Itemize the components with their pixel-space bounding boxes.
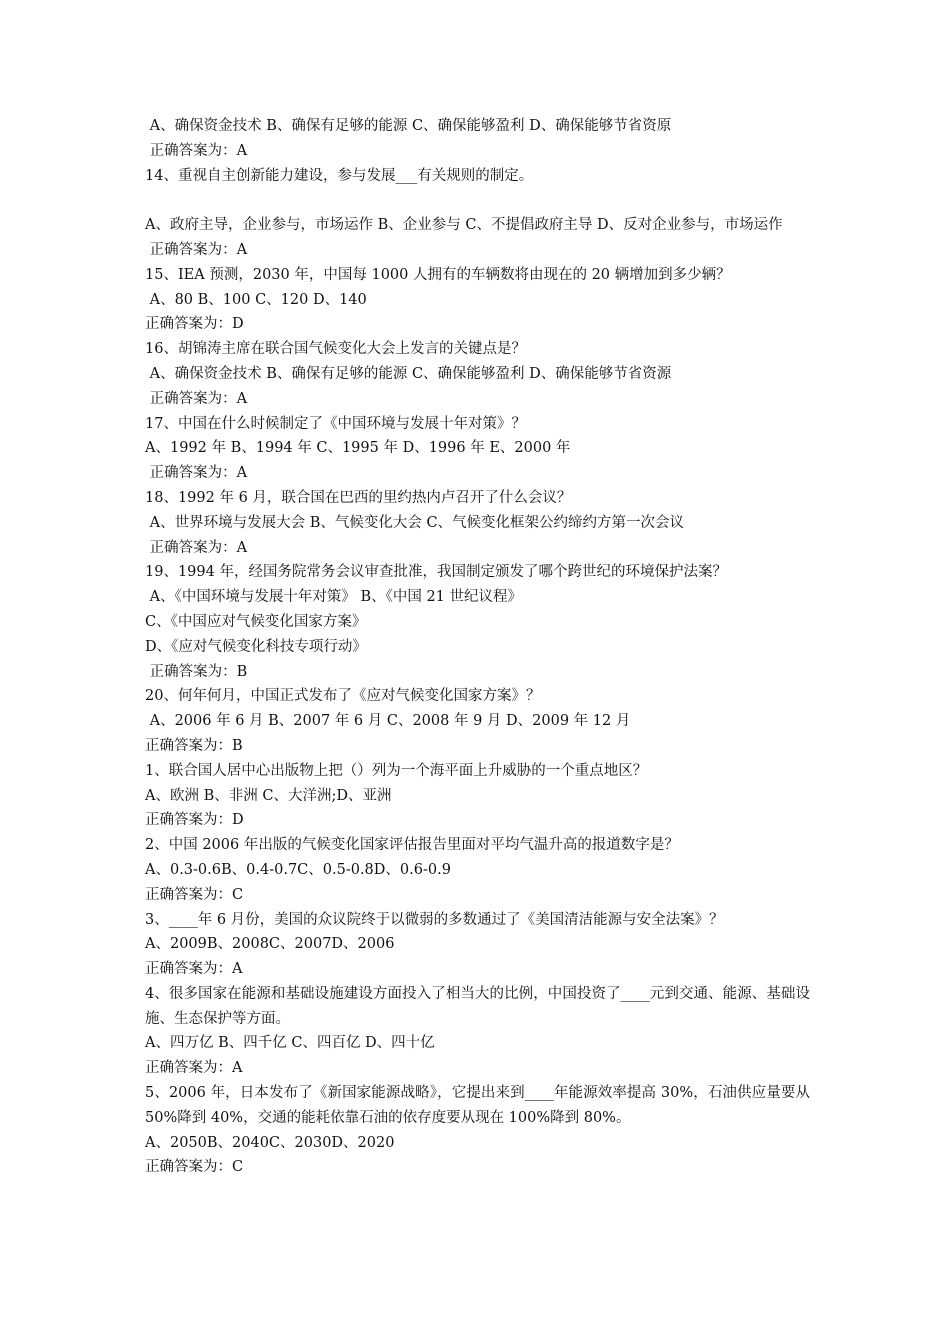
option-line: A、欧洲 B、非洲 C、大洋洲;D、亚洲 bbox=[145, 787, 392, 804]
option-line: A、0.3-0.6B、0.4-0.7C、0.5-0.8D、0.6-0.9 bbox=[145, 861, 451, 878]
option-line: A、确保资金技术 B、确保有足够的能源 C、确保能够盈利 D、确保能够节省资源 bbox=[145, 365, 672, 382]
question-line: 20、何年何月，中国正式发布了《应对气候变化国家方案》？ bbox=[145, 688, 541, 705]
option-line: A、2050B、2040C、2030D、2020 bbox=[145, 1134, 395, 1151]
option-line: A、2006 年 6 月 B、2007 年 6 月 C、2008 年 9 月 D、2009 年 12 月 bbox=[145, 713, 631, 730]
blank-line bbox=[145, 188, 810, 213]
question-line: 2、中国 2006 年出版的气候变化国家评估报告里面对平均气温升高的报道数字是？ bbox=[145, 837, 679, 854]
question-line: 15、IEA 预测，2030 年，中国每 1000 人拥有的车辆数将由现在的 20 辆增加到多少辆？ bbox=[145, 266, 731, 283]
answer-line: 正确答案为：C bbox=[145, 1159, 244, 1176]
option-line: A、四万亿 B、四千亿 C、四百亿 D、四十亿 bbox=[145, 1035, 435, 1052]
question-line: 18、1992 年 6 月，联合国在巴西的里约热内卢召开了什么会议？ bbox=[145, 489, 572, 506]
answer-line: 正确答案为：B bbox=[145, 663, 248, 680]
answer-line: 正确答案为：D bbox=[145, 316, 244, 333]
answer-line: 正确答案为：C bbox=[145, 886, 244, 903]
answer-line: 正确答案为：A bbox=[145, 961, 243, 978]
answer-line: 正确答案为：D bbox=[145, 812, 244, 829]
option-line: A、2009B、2008C、2007D、2006 bbox=[145, 936, 395, 953]
question-line: 3、____年 6 月份，美国的众议院终于以微弱的多数通过了《美国清洁能源与安全法案》？ bbox=[145, 911, 724, 928]
question-line: 19、1994 年，经国务院常务会议审查批准，我国制定颁发了哪个跨世纪的环境保护法案？ bbox=[145, 564, 727, 581]
answer-line: 正确答案为：A bbox=[145, 142, 248, 159]
answer-line: 正确答案为：A bbox=[145, 465, 248, 482]
question-line: 4、很多国家在能源和基础设施建设方面投入了相当大的比例，中国投资了____元到交通、能源、基础设施、生态保护等方面。 bbox=[145, 985, 810, 1027]
option-line: C、《中国应对气候变化国家方案》 bbox=[145, 613, 367, 630]
question-line: 5、2006 年，日本发布了《新国家能源战略》，它提出来到____年能源效率提高 30%，石油供应量要从 50%降到 40%，交通的能耗依靠石油的依存度要从现在 100%降到 80%。 bbox=[145, 1085, 810, 1126]
question-line: 14、重视自主创新能力建设，参与发展___有关规则的制定。 bbox=[145, 167, 534, 184]
option-line: A、《中国环境与发展十年对策》 B、《中国 21 世纪议程》 bbox=[145, 589, 523, 606]
answer-line: 正确答案为：A bbox=[145, 539, 248, 556]
answer-line: 正确答案为：A bbox=[145, 1060, 243, 1077]
answer-line: 正确答案为：B bbox=[145, 737, 243, 754]
option-line: A、政府主导，企业参与，市场运作 B、企业参与 C、不提倡政府主导 D、反对企业参与，市场运作 bbox=[145, 217, 783, 234]
option-line: A、1992 年 B、1994 年 C、1995 年 D、1996 年 E、2000 年 bbox=[145, 440, 571, 457]
question-line: 16、胡锦涛主席在联合国气候变化大会上发言的关键点是？ bbox=[145, 341, 526, 358]
option-line: A、80 B、100 C、120 D、140 bbox=[145, 291, 367, 308]
answer-line: 正确答案为：A bbox=[145, 390, 248, 407]
option-line: A、世界环境与发展大会 B、气候变化大会 C、气候变化框架公约缔约方第一次会议 bbox=[145, 514, 685, 531]
question-line: 1、联合国人居中心出版物上把（）列为一个海平面上升威胁的一个重点地区？ bbox=[145, 762, 648, 779]
option-line: D、《应对气候变化科技专项行动》 bbox=[145, 638, 367, 655]
question-line: 17、中国在什么时候制定了《中国环境与发展十年对策》？ bbox=[145, 415, 526, 432]
document-page bbox=[145, 114, 810, 1180]
option-line: A、确保资金技术 B、确保有足够的能源 C、确保能够盈利 D、确保能够节省资原 bbox=[145, 118, 672, 134]
answer-line: 正确答案为：A bbox=[145, 241, 248, 258]
